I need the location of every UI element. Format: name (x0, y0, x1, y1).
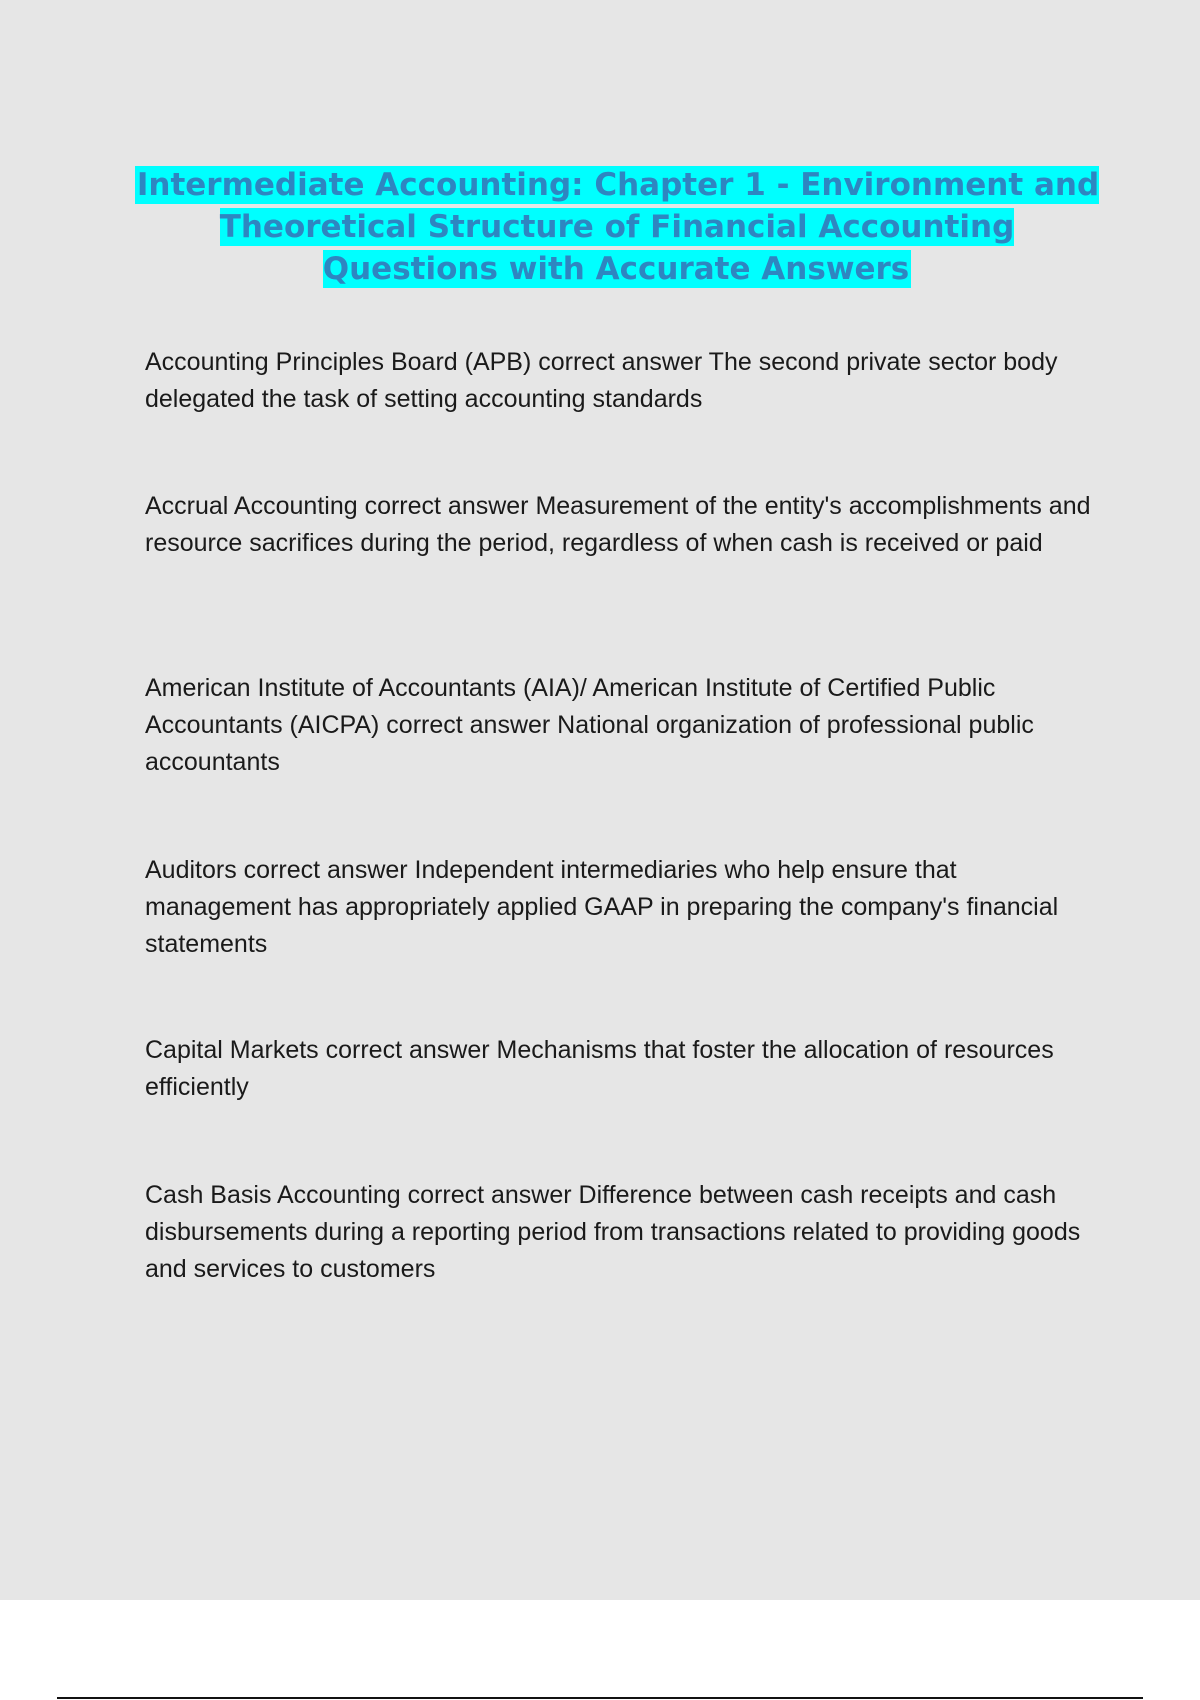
qa-entry: Accounting Principles Board (APB) correct answer The second private sector body delegated the task of setting accounting standards (145, 348, 1058, 413)
qa-entry: Capital Markets correct answer Mechanisms that foster the allocation of resources efficiently (145, 1036, 1054, 1101)
qa-entry: American Institute of Accountants (AIA)/ American Institute of Certified Public Accountants (AICPA) correct answer National organization of professional public accountants (145, 674, 1034, 776)
document-title-text: Intermediate Accounting: Chapter 1 - Environment and Theoretical Structure of Financial Accounting Questions with Accurate Answers (136, 167, 1100, 287)
qa-entry: Cash Basis Accounting correct answer Difference between cash receipts and cash disbursements during a reporting period from transactions related to providing goods and services to customers (145, 1181, 1081, 1283)
qa-entry: Auditors correct answer Independent intermediaries who help ensure that management has appropriately applied GAAP in preparing the company's financial statements (145, 856, 1059, 958)
footer-divider (57, 1697, 1143, 1699)
qa-entry: Accrual Accounting correct answer Measurement of the entity's accomplishments and resource sacrifices during the period, regardless of when cash is received or paid (145, 492, 1091, 557)
document-title (130, 164, 1104, 290)
